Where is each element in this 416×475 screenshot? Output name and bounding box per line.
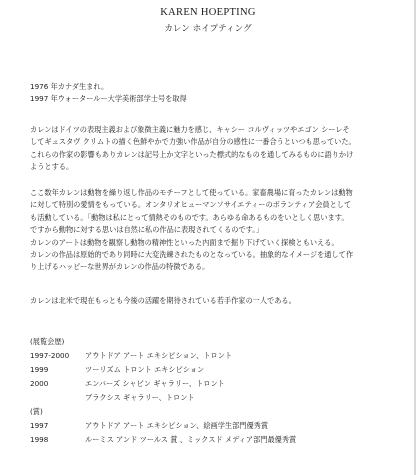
artist-name-japanese: カレン ホイプティング	[164, 24, 252, 34]
exhibition-description: アウトドア アート エキシビション、トロント	[85, 351, 233, 360]
paragraph-line: カレンのアートは動物を観察し動物の精神性といった内面まで掘り下げていく探検ともいえる。	[30, 237, 339, 247]
exhibition-year: 2000	[30, 379, 49, 388]
paragraph-line: カレンの作品は原始的であり同時に大変洗練されたものとなっている。抽象的なイメージを通して作	[30, 250, 354, 260]
bio-line: 1997 年ウォータールー大学美術部学士号を取得	[30, 94, 187, 104]
award-year: 1997	[30, 421, 49, 430]
exhibition-year: 1997-2000	[30, 351, 70, 360]
exhibition-description: ブラクシス ギャラリー、トロント	[85, 393, 195, 402]
exhibition-description: エンバーズ シャビン ギャラリー、トロント	[85, 379, 225, 388]
paragraph-line: ようとする。	[30, 162, 74, 172]
paragraph-line: り上げるハッピーな世界がカレンの作品の特徴である。	[30, 262, 210, 272]
awards-heading: (賞)	[30, 407, 43, 416]
exhibitions-heading: (展覧会歴)	[30, 337, 65, 346]
paragraph-line: してギュスタヴ クリムトの描く色鮮やかで力強い作品が自分の感性に一番合うといつも思っていた。	[30, 137, 356, 147]
exhibition-description: ツーリズム トロント エキシビション	[85, 365, 205, 374]
paragraph-line: も活動している。「動物は私にとって情熱そのものです。あらゆる命あるものをいとしく思います。	[30, 212, 349, 222]
paragraph-animals	[30, 187, 353, 274]
exhibition-year: 1999	[30, 365, 49, 374]
award-year: 1998	[30, 435, 49, 444]
paragraph-line: ここ数年カレンは動物を繰り返し作品のモチーフとして使っている。家畜農場に育ったカレンは動物	[30, 188, 353, 197]
paragraph-line: これらの作家の影響もありカレンは記号上か文字といった標式的なものを通してみるものに語りかけ	[30, 149, 354, 159]
award-description: ルーミス アンド ツールス 賞 、ミックスド メディア部門最優秀賞	[85, 435, 297, 444]
paragraph-summary: カレンは北米で現在もっとも今後の活躍を期待されている若手作家の一人である。	[30, 296, 296, 305]
paragraph-line: ですから動物に対する思いは自然に私の作品に表現されてくるのです。」	[30, 225, 264, 235]
biography	[30, 81, 187, 106]
paragraph-line: に対して特別の愛情をもっている。オンタリオヒューマンソサイエティーのボランティア会員として	[30, 200, 352, 210]
award-description: アウトドア アート エキシビション、絵画学生部門優秀賞	[85, 421, 269, 430]
bio-line: 1976 年カナダ生まれ。	[30, 82, 109, 91]
paragraph-line: カレンはドイツの表現主義および象徴主義に魅力を感じ、キャシー コルヴィッツやエゴン シーレそ	[30, 125, 350, 134]
artist-name-english: KAREN HOEPTING	[160, 7, 256, 18]
paragraph-influences	[30, 124, 356, 174]
